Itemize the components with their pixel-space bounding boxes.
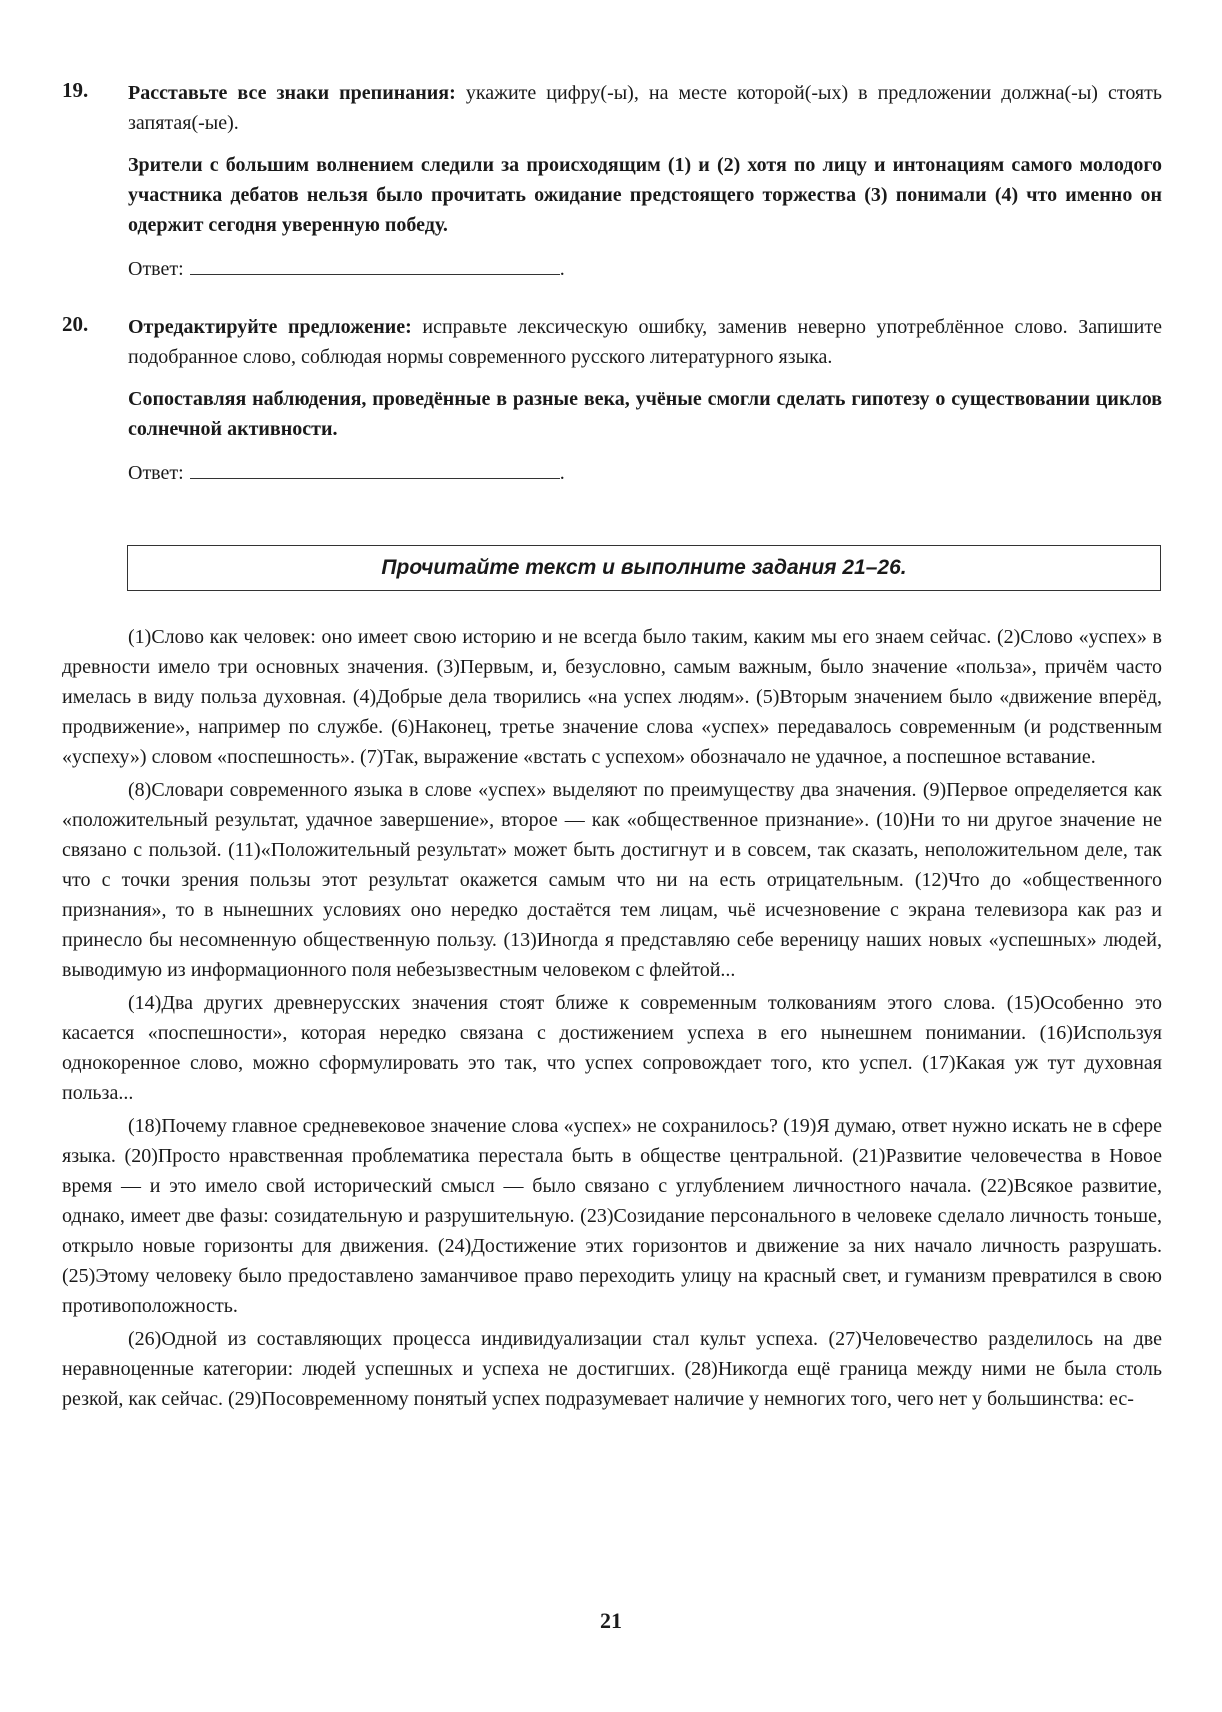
task-19-body: [128, 78, 1162, 284]
text-paragraph: (18)Почему главное средневековое значение слова «успех» не сохранилось? (19)Я думаю, ответ нужно искать не в сфере языка. (20)Просто нравственная проблематика перестала быть в обществе центральной. (21)Развитие человечества в Новое время — и это имело свой исторический смысл — было связано с углублением личностного начала. (22)Всякое развитие, однако, имеет две фазы: созидательную и разрушительную. (23)Созидание персонального в человеке сделало личность тоньше, открыло новые горизонты для движения. (24)Достижение этих горизонтов и движение за них начало личность разрушать. (25)Этому человеку было предоставлено заманчивое право переходить улицу на красный свет, и гуманизм превратился в свою противоположность.: [62, 1115, 1162, 1317]
reading-text: [62, 622, 1162, 1417]
text-paragraph: (26)Одной из составляющих процесса индивидуализации стал культ успеха. (27)Человечество разделилось на две неравноценные категории: людей успешных и успеха не достигших. (28)Никогда ещё граница между ними не была столь резкой, как сейчас. (29)Посовременному понятый успех подразумевает наличие у немногих того, чего нет у большинства: ес-: [62, 1328, 1162, 1410]
task-20-sentence: Сопоставляя наблюдения, проведённые в разные века, учёные смогли сделать гипотезу о существовании циклов солнечной активности.: [128, 388, 1162, 440]
text-paragraph: (8)Словари современного языка в слове «успех» выделяют по преимуществу два значения. (9)Первое определяется как «положительный результат, удачное завершение», второе — как «общественное признание». (10)Ни то ни другое значение не связано с пользой. (11)«Положительный результат» может быть достигнут и в совсем, так сказать, неположительном деле, так что с точки зрения пользы этот результат окажется самым что ни на есть отрицательным. (12)Что до «общественного признания», то в нынешних условиях оно нередко достаётся тем лицам, чьё исчезновение с экрана телевизора как раз и принесло бы несомненную общественную пользу. (13)Иногда я представляю себе вереницу наших новых «успешных» людей, выводимую из информационного поля небезызвестным человеком с флейтой...: [62, 779, 1162, 981]
text-paragraph: (1)Слово как человек: оно имеет свою историю и не всегда было таким, каким мы его знаем сейчас. (2)Слово «успех» в древности имело три основных значения. (3)Первым, и, безусловно, самым важным, было значение «польза», причём часто имелась в виду польза духовная. (4)Добрые дела творились «на успех людям». (5)Вторым значением было «движение вперёд, продвижение», например по службе. (6)Наконец, третье значение слова «успех» передавалось современным (и родственным «успеху») словом «поспешность». (7)Так, выражение «встать с успехом» обозначало не удачное, а поспешное вставание.: [62, 626, 1162, 768]
task-20-instruction: [128, 312, 1162, 372]
text-paragraph: (14)Два других древнерусских значения стоят ближе к современным толкованиям этого слова. (15)Особенно это касается «поспешности», которая нередко связана с достижением успеха в его нынешнем понимании. (16)Используя однокоренное слово, можно сформулировать это так, что успех сопровождает того, кто успел. (17)Какая уж тут духовная польза...: [62, 992, 1162, 1104]
task-19-sentence: Зрители с большим волнением следили за происходящим (1) и (2) хотя по лицу и интонациям самого молодого участника дебатов нельзя было прочитать ожидание предстоящего торжества (3) понимали (4) что именно он одержит сегодня уверенную победу.: [128, 154, 1162, 236]
task-20-answer-end: .: [559, 462, 565, 484]
task-19-answer-field[interactable]: [190, 254, 560, 275]
task-20-lead: Отредактируйте предложение:: [128, 316, 412, 338]
task-19: [62, 78, 1162, 284]
task-19-lead: Расставьте все знаки препинания:: [128, 82, 456, 104]
task-20-body: [128, 312, 1162, 488]
task-19-number: 19.: [62, 78, 89, 102]
task-19-answer: [128, 254, 1162, 284]
task-20-answer-field[interactable]: [190, 458, 560, 479]
task-20-answer: [128, 458, 1162, 488]
task-19-answer-label: Ответ:: [128, 258, 184, 280]
page-number: 21: [600, 1608, 622, 1633]
task-19-answer-end: .: [559, 258, 565, 280]
reading-instruction-box: Прочитайте текст и выполните задания 21–26.: [127, 545, 1161, 591]
task-20-instruction-text: исправьте лексическую ошибку, заменив неверно употреблённое слово. Запишите подобранное слово, соблюдая нормы современного русского литературного языка.: [128, 316, 1162, 368]
task-20: [62, 312, 1162, 488]
task-20-answer-label: Ответ:: [128, 462, 184, 484]
task-19-instruction: [128, 78, 1162, 138]
task-19-instruction-text: укажите цифру(-ы), на месте которой(-ых) в предложении должна(-ы) стоять запятая(-ые).: [128, 82, 1162, 134]
task-20-number: 20.: [62, 312, 89, 336]
